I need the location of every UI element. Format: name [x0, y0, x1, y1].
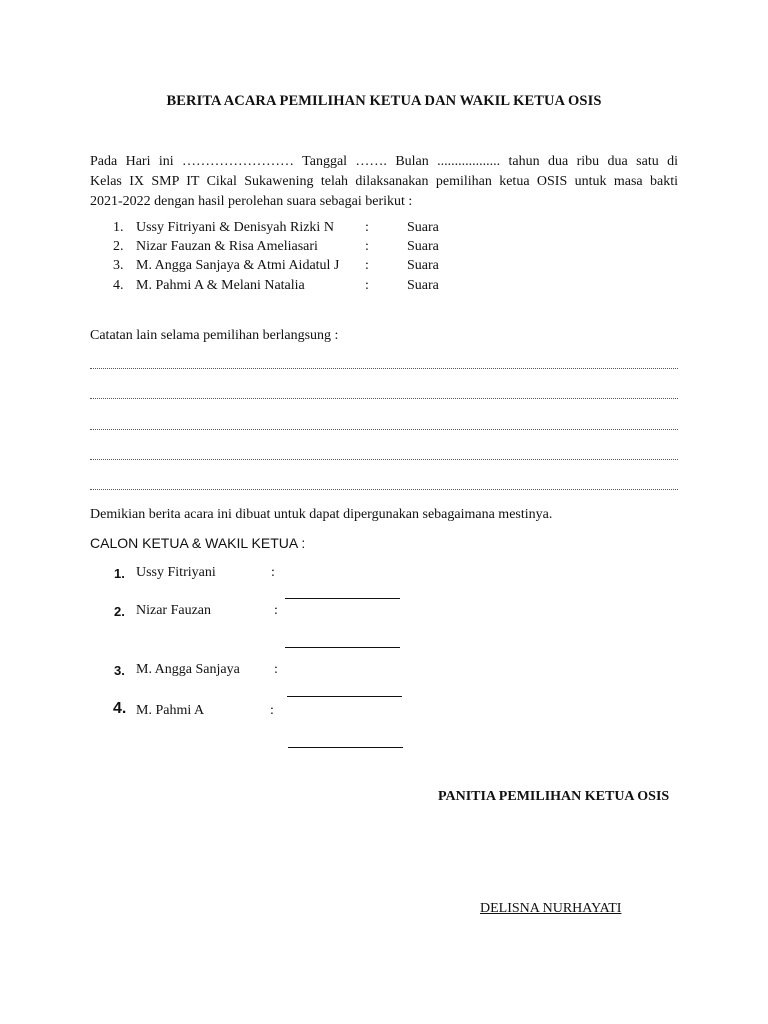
notes-label: Catatan lain selama pemilihan berlangsung :: [90, 328, 339, 343]
signature-name: M. Pahmi A: [136, 703, 205, 718]
dotted-note-line: [90, 396, 678, 399]
signature-name: Ussy Fitriyani: [136, 565, 216, 580]
list-number: 1.: [113, 220, 124, 235]
document-title: BERITA ACARA PEMILIHAN KETUA DAN WAKIL KETUA OSIS: [166, 93, 602, 109]
colon: :: [270, 703, 274, 718]
signature-number: 4.: [113, 700, 127, 717]
closing-statement: Demikian berita acara ini dibuat untuk dapat dipergunakan sebagaimana mestinya.: [90, 507, 553, 522]
colon: :: [365, 278, 369, 293]
dotted-note-line: [90, 457, 678, 460]
intro-line-1: Pada Hari ini …………………… Tanggal ……. Bulan .................. tahun dua ribu dua satu di: [90, 154, 678, 169]
signature-line: [287, 695, 402, 697]
list-number: 3.: [113, 258, 124, 273]
dotted-note-line: [90, 366, 678, 369]
votes-label: Suara: [407, 220, 439, 235]
signature-name: M. Angga Sanjaya: [136, 662, 240, 677]
signature-number: 2.: [114, 604, 125, 619]
candidate-pair-name: Ussy Fitriyani & Denisyah Rizki N: [136, 220, 334, 235]
signature-number: 3.: [114, 663, 125, 678]
signatures-heading: CALON KETUA & WAKIL KETUA :: [90, 535, 306, 551]
signature-name: Nizar Fauzan: [136, 603, 212, 618]
signature-number: 1.: [114, 566, 125, 581]
dotted-note-line: [90, 427, 678, 430]
colon: :: [365, 258, 369, 273]
colon: :: [271, 565, 275, 580]
intro-line-3: 2021-2022 dengan hasil perolehan suara sebagai berikut :: [90, 194, 413, 209]
votes-label: Suara: [407, 239, 439, 254]
signatory-name: DELISNA NURHAYATI: [480, 901, 622, 916]
dotted-note-line: [90, 487, 678, 490]
votes-label: Suara: [407, 258, 439, 273]
colon: :: [274, 662, 278, 677]
candidate-pair-name: M. Angga Sanjaya & Atmi Aidatul J: [136, 258, 340, 273]
votes-label: Suara: [407, 278, 439, 293]
colon: :: [365, 239, 369, 254]
signature-line: [288, 746, 403, 748]
signature-line: [285, 597, 400, 599]
list-number: 4.: [113, 278, 124, 293]
committee-title: PANITIA PEMILIHAN KETUA OSIS: [438, 789, 670, 804]
candidate-pair-name: M. Pahmi A & Melani Natalia: [136, 278, 305, 293]
colon: :: [365, 220, 369, 235]
intro-line-2: Kelas IX SMP IT Cikal Sukawening telah dilaksanakan pemilihan ketua OSIS untuk masa bakti: [90, 174, 678, 189]
colon: :: [274, 603, 278, 618]
signature-line: [285, 646, 400, 648]
list-number: 2.: [113, 239, 124, 254]
intro-paragraph: [90, 152, 678, 212]
candidate-pair-name: Nizar Fauzan & Risa Ameliasari: [136, 239, 318, 254]
